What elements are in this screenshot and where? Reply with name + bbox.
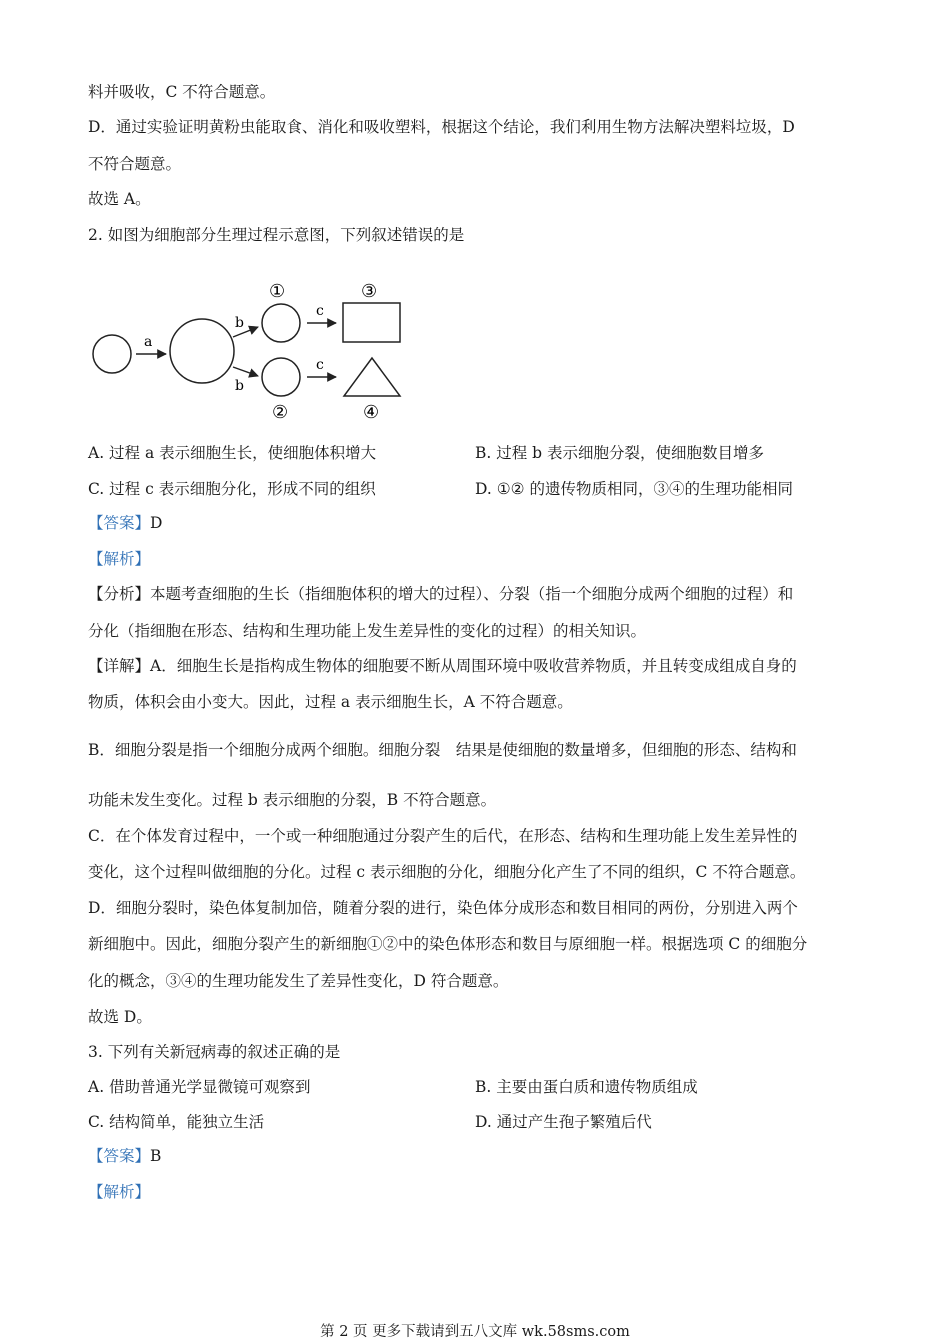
option-a: A. 过程 a 表示细胞生长，使细胞体积增大 (88, 444, 377, 462)
analysis-tag: 【解析】 (88, 550, 151, 568)
arrow-label-b-lower: b (235, 378, 244, 394)
paragraph-line: 【详解】A．细胞生长是指构成生物体的细胞要不断从周围环境中吸收营养物质，并且转变成组成自身的 (88, 657, 797, 675)
option-c: C. 过程 c 表示细胞分化，形成不同的组织 (88, 480, 376, 498)
paragraph-line: D．细胞分裂时，染色体复制加倍，随着分裂的进行，染色体分成形态和数目相同的两份，分别进入两个 (88, 899, 798, 917)
question-stem: 2. 如图为细胞部分生理过程示意图，下列叙述错误的是 (88, 226, 465, 244)
cell-process-diagram (86, 272, 426, 422)
paragraph-line: 变化，这个过程叫做细胞的分化。过程 c 表示细胞的分化，细胞分化产生了不同的组织，C 不符合题意。 (88, 863, 806, 881)
arrow-label-c-upper: c (316, 303, 324, 319)
text-line: 故选 A。 (88, 190, 151, 208)
answer-line (88, 513, 162, 533)
arrow-label-a: a (144, 334, 153, 350)
grown-cell (170, 319, 234, 383)
conclusion-line: 故选 D。 (88, 1008, 152, 1026)
analysis-tag: 【解析】 (88, 1183, 151, 1201)
arrow-label-b-upper: b (235, 315, 244, 331)
paragraph-line: 功能未发生变化。过程 b 表示细胞的分裂，B 不符合题意。 (88, 791, 497, 809)
daughter-cell-1 (262, 304, 300, 342)
paragraph-line: 新细胞中。因此，细胞分裂产生的新细胞①②中的染色体形态和数目与原细胞一样。根据选项 C 的细胞分 (88, 935, 808, 953)
daughter-cell-2 (262, 358, 300, 396)
answer-tag: 【答案】 (88, 514, 151, 532)
paragraph-line: C．在个体发育过程中，一个或一种细胞通过分裂产生的后代，在形态、结构和生理功能上发生差异性的 (88, 827, 798, 845)
answer-value: D (150, 514, 163, 532)
answer-value: B (150, 1147, 162, 1165)
option-b: B. 主要由蛋白质和遗传物质组成 (475, 1078, 698, 1096)
text-line: D．通过实验证明黄粉虫能取食、消化和吸收塑料，根据这个结论，我们利用生物方法解决塑料垃圾，D (88, 118, 795, 136)
label-1: ① (269, 281, 286, 302)
text-line: 不符合题意。 (88, 155, 182, 173)
option-d: D. 通过产生孢子繁殖后代 (475, 1113, 652, 1131)
answer-line (88, 1146, 161, 1166)
paragraph-line: 【分析】本题考查细胞的生长（指细胞体积的增大的过程）、分裂（指一个细胞分成两个细胞的过程）和 (88, 585, 794, 603)
paragraph-line: 分化（指细胞在形态、结构和生理功能上发生差异性的变化的过程）的相关知识。 (88, 622, 647, 640)
page-footer: 第 2 页 更多下载请到五八文库 wk.58sms.com (320, 1324, 630, 1340)
original-cell (93, 335, 131, 373)
paragraph-line: B．细胞分裂是指一个细胞分成两个细胞。细胞分裂 结果是使细胞的数量增多，但细胞的形态、结构和 (88, 741, 797, 759)
option-a: A. 借助普通光学显微镜可观察到 (88, 1078, 311, 1096)
option-d: D. ①② 的遗传物质相同，③④的生理功能相同 (475, 480, 793, 498)
paragraph-line: 化的概念，③④的生理功能发生了差异性变化，D 符合题意。 (88, 972, 509, 990)
tissue-triangle (344, 358, 400, 396)
paragraph-line: 物质，体积会由小变大。因此，过程 a 表示细胞生长，A 不符合题意。 (88, 693, 573, 711)
option-c: C. 结构简单，能独立生活 (88, 1113, 265, 1131)
label-3: ③ (361, 281, 378, 302)
question-stem: 3. 下列有关新冠病毒的叙述正确的是 (88, 1043, 341, 1061)
arrow-label-c-lower: c (316, 357, 324, 373)
text-line: 料并吸收，C 不符合题意。 (88, 83, 276, 101)
tissue-rectangle (343, 303, 400, 342)
label-2: ② (272, 402, 289, 422)
option-b: B. 过程 b 表示细胞分裂，使细胞数目增多 (475, 444, 765, 462)
arrow-b-lower (233, 367, 258, 376)
answer-tag: 【答案】 (88, 1147, 151, 1165)
label-4: ④ (363, 402, 380, 422)
